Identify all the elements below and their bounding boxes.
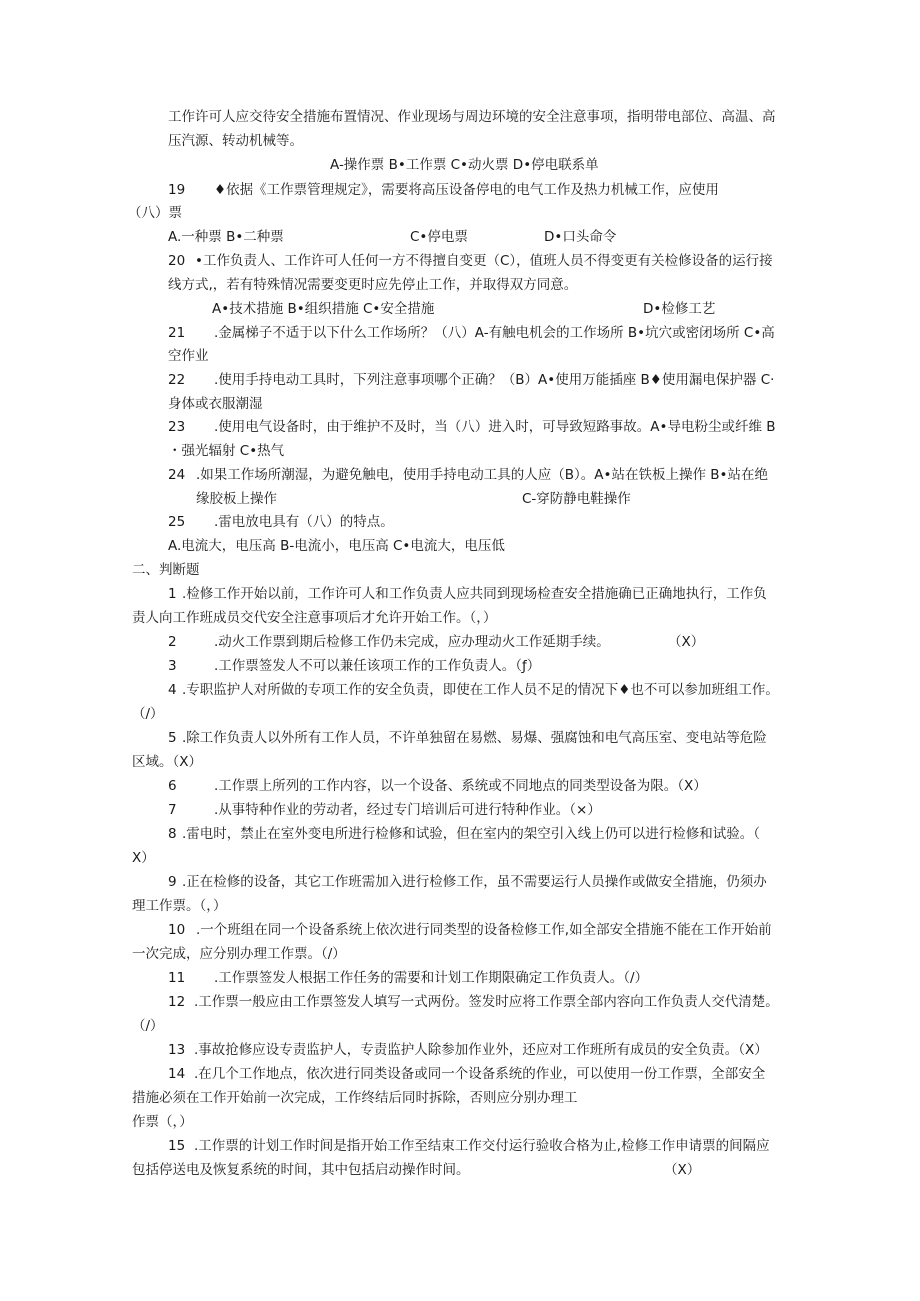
question-continuation: 责人向工作班成员交代安全注意事项后才允许开始工作。（，）: [132, 610, 497, 626]
answer: （X）: [664, 1162, 701, 1178]
question-continuation: 包括停送电及恢复系统的时间，其中包括启动操作时间。: [132, 1162, 470, 1178]
question-text: .检修工作开始以前，工作许可人和工作负责人应共同到现场检查安全措施确已正确地执行，工作负: [182, 586, 767, 602]
question-text: .动火工作票到期后检修工作仍未完成，应办理动火工作延期手续。: [214, 634, 610, 650]
question-text: .工作票签发人根据工作任务的需要和计划工作期限确定工作负责人。（/）: [214, 970, 649, 986]
question-continuation: X）: [132, 850, 155, 866]
question-text: .如果工作场所潮湿，为避免触电，使用手持电动工具的人应（B）。A•站在铁板上操作 B•站在绝: [196, 467, 769, 483]
option: C•停电票: [410, 229, 468, 245]
option: A.电流大，电压高 B-电流小，电压高 C•电流大，电压低: [168, 538, 505, 554]
answer: （X）: [668, 634, 705, 650]
intro-options: A-操作票 B•工作票 C•动火票 D•停电联系单: [330, 157, 599, 173]
question-number: 10: [168, 922, 186, 938]
question-number: 12: [168, 994, 186, 1010]
question-continuation: 措施必须在工作开始前一次完成，工作终结后同时拆除，否则应分别办理工: [132, 1090, 578, 1106]
option: D•口头命令: [544, 229, 617, 245]
intro-line: 工作许可人应交待安全措施布置情况、作业现场与周边环境的安全注意事项，指明带电部位、高温、高: [168, 109, 776, 125]
question-number: 19: [168, 182, 186, 198]
question-number: 24: [168, 467, 186, 483]
question-continuation: 空作业: [168, 348, 209, 364]
option: A•技术措施 B•组织措施 C•安全措施: [212, 301, 435, 317]
question-text: .使用手持电动工具时，下列注意事项哪个正确？（B）A•使用万能插座 B♦使用漏电保护器 C·: [214, 372, 775, 388]
question-number: 8: [168, 826, 177, 842]
question-text: .专职监护人对所做的专项工作的安全负责，即使在工作人员不足的情况下♦也不可以参加班组工作。: [182, 682, 779, 698]
question-text: .从事特种作业的劳动者，经过专门培训后可进行特种作业。（×）: [214, 802, 601, 818]
question-number: 4: [168, 682, 177, 698]
section-title: 二、判断题: [132, 562, 200, 578]
question-continuation: C-穿防静电鞋操作: [522, 491, 631, 507]
question-text: .一个班组在同一个设备系统上依次进行同类型的设备检修工作,如全部安全措施不能在工作开始前: [196, 922, 772, 938]
question-number: 20: [168, 253, 186, 269]
question-continuation: （/）: [132, 1018, 164, 1034]
question-number: 25: [168, 514, 186, 530]
question-text: .工作票上所列的工作内容，以一个设备、系统或不同地点的同类型设备为限。（X）: [214, 778, 707, 794]
option: D•检修工艺: [643, 301, 716, 317]
question-number: 9: [168, 874, 177, 890]
question-continuation: 作票（，）: [132, 1114, 193, 1130]
question-number: 7: [168, 802, 177, 818]
question-number: 14: [168, 1066, 186, 1082]
question-continuation: （八）票: [128, 205, 182, 221]
question-continuation: 一次完成，应分别办理工作票。（/）: [132, 946, 346, 962]
question-continuation: 线方式,，若有特殊情况需要变更时应先停止工作，并取得双方同意。: [168, 277, 578, 293]
question-continuation: 区域。（X）: [132, 754, 202, 770]
question-text: .在几个工作地点，依次进行同类设备或同一个设备系统的作业，可以使用一份工作票，全部安全: [194, 1066, 766, 1082]
question-number: 13: [168, 1042, 186, 1058]
question-number: 15: [168, 1138, 186, 1154]
question-text: .工作票的计划工作时间是指开始工作至结束工作交付运行验收合格为止,检修工作申请票的间隔应: [194, 1138, 770, 1154]
question-number: 1: [168, 586, 177, 602]
question-text: .工作票签发人不可以兼任该项工作的工作负责人。（ƒ）: [214, 658, 541, 674]
question-number: 3: [168, 658, 177, 674]
question-number: 6: [168, 778, 177, 794]
question-continuation: 身体或衣服潮湿: [168, 396, 263, 412]
question-text: .雷电时，禁止在室外变电所进行检修和试验，但在室内的架空引入线上仍可以进行检修和试验。（: [182, 826, 761, 842]
question-number: 21: [168, 325, 186, 341]
question-number: 5: [168, 730, 177, 746]
question-number: 23: [168, 419, 186, 435]
question-continuation: 理工作票。（，）: [132, 898, 227, 914]
intro-line: 压汽源、转动机械等。: [168, 133, 303, 149]
question-text: .事故抢修应设专责监护人，专责监护人除参加作业外，还应对工作班所有成员的安全负责。（X）: [194, 1042, 768, 1058]
question-text: .雷电放电具有（八）的特点。: [214, 514, 394, 530]
question-text: .正在检修的设备，其它工作班需加入进行检修工作，虽不需要运行人员操作或做安全措施，仍须办: [182, 874, 767, 890]
question-text: .使用电气设备时，由于维护不及时，当（八）进入时，可导致短路事故。A•导电粉尘或纤维 B: [214, 419, 776, 435]
question-number: 11: [168, 970, 186, 986]
question-text: .工作票一般应由工作票签发人填写一式两份。签发时应将工作票全部内容向工作负责人交代清楚。: [194, 994, 779, 1010]
question-continuation: ・强光辐射 C•热气: [168, 443, 285, 459]
question-text: ♦依据《工作票管理规定》，需要将高压设备停电的电气工作及热力机械工作，应使用: [214, 182, 719, 198]
question-number: 22: [168, 372, 186, 388]
question-number: 2: [168, 634, 177, 650]
question-continuation: 缘胶板上操作: [196, 491, 277, 507]
question-text: •工作负责人、工作许可人任何一方不得擅自变更（C），值班人员不得变更有关检修设备的运行接: [195, 253, 773, 269]
question-continuation: （/）: [132, 706, 164, 722]
option: A.一种票 B•二种票: [168, 229, 284, 245]
question-text: .除工作负责人以外所有工作人员，不许单独留在易燃、易爆、强腐蚀和电气高压室、变电站等危险: [182, 730, 767, 746]
question-text: .金属梯子不适于以下什么工作场所？（八）A-有触电机会的工作场所 B•坑穴或密闭场所 C•高: [214, 325, 775, 341]
